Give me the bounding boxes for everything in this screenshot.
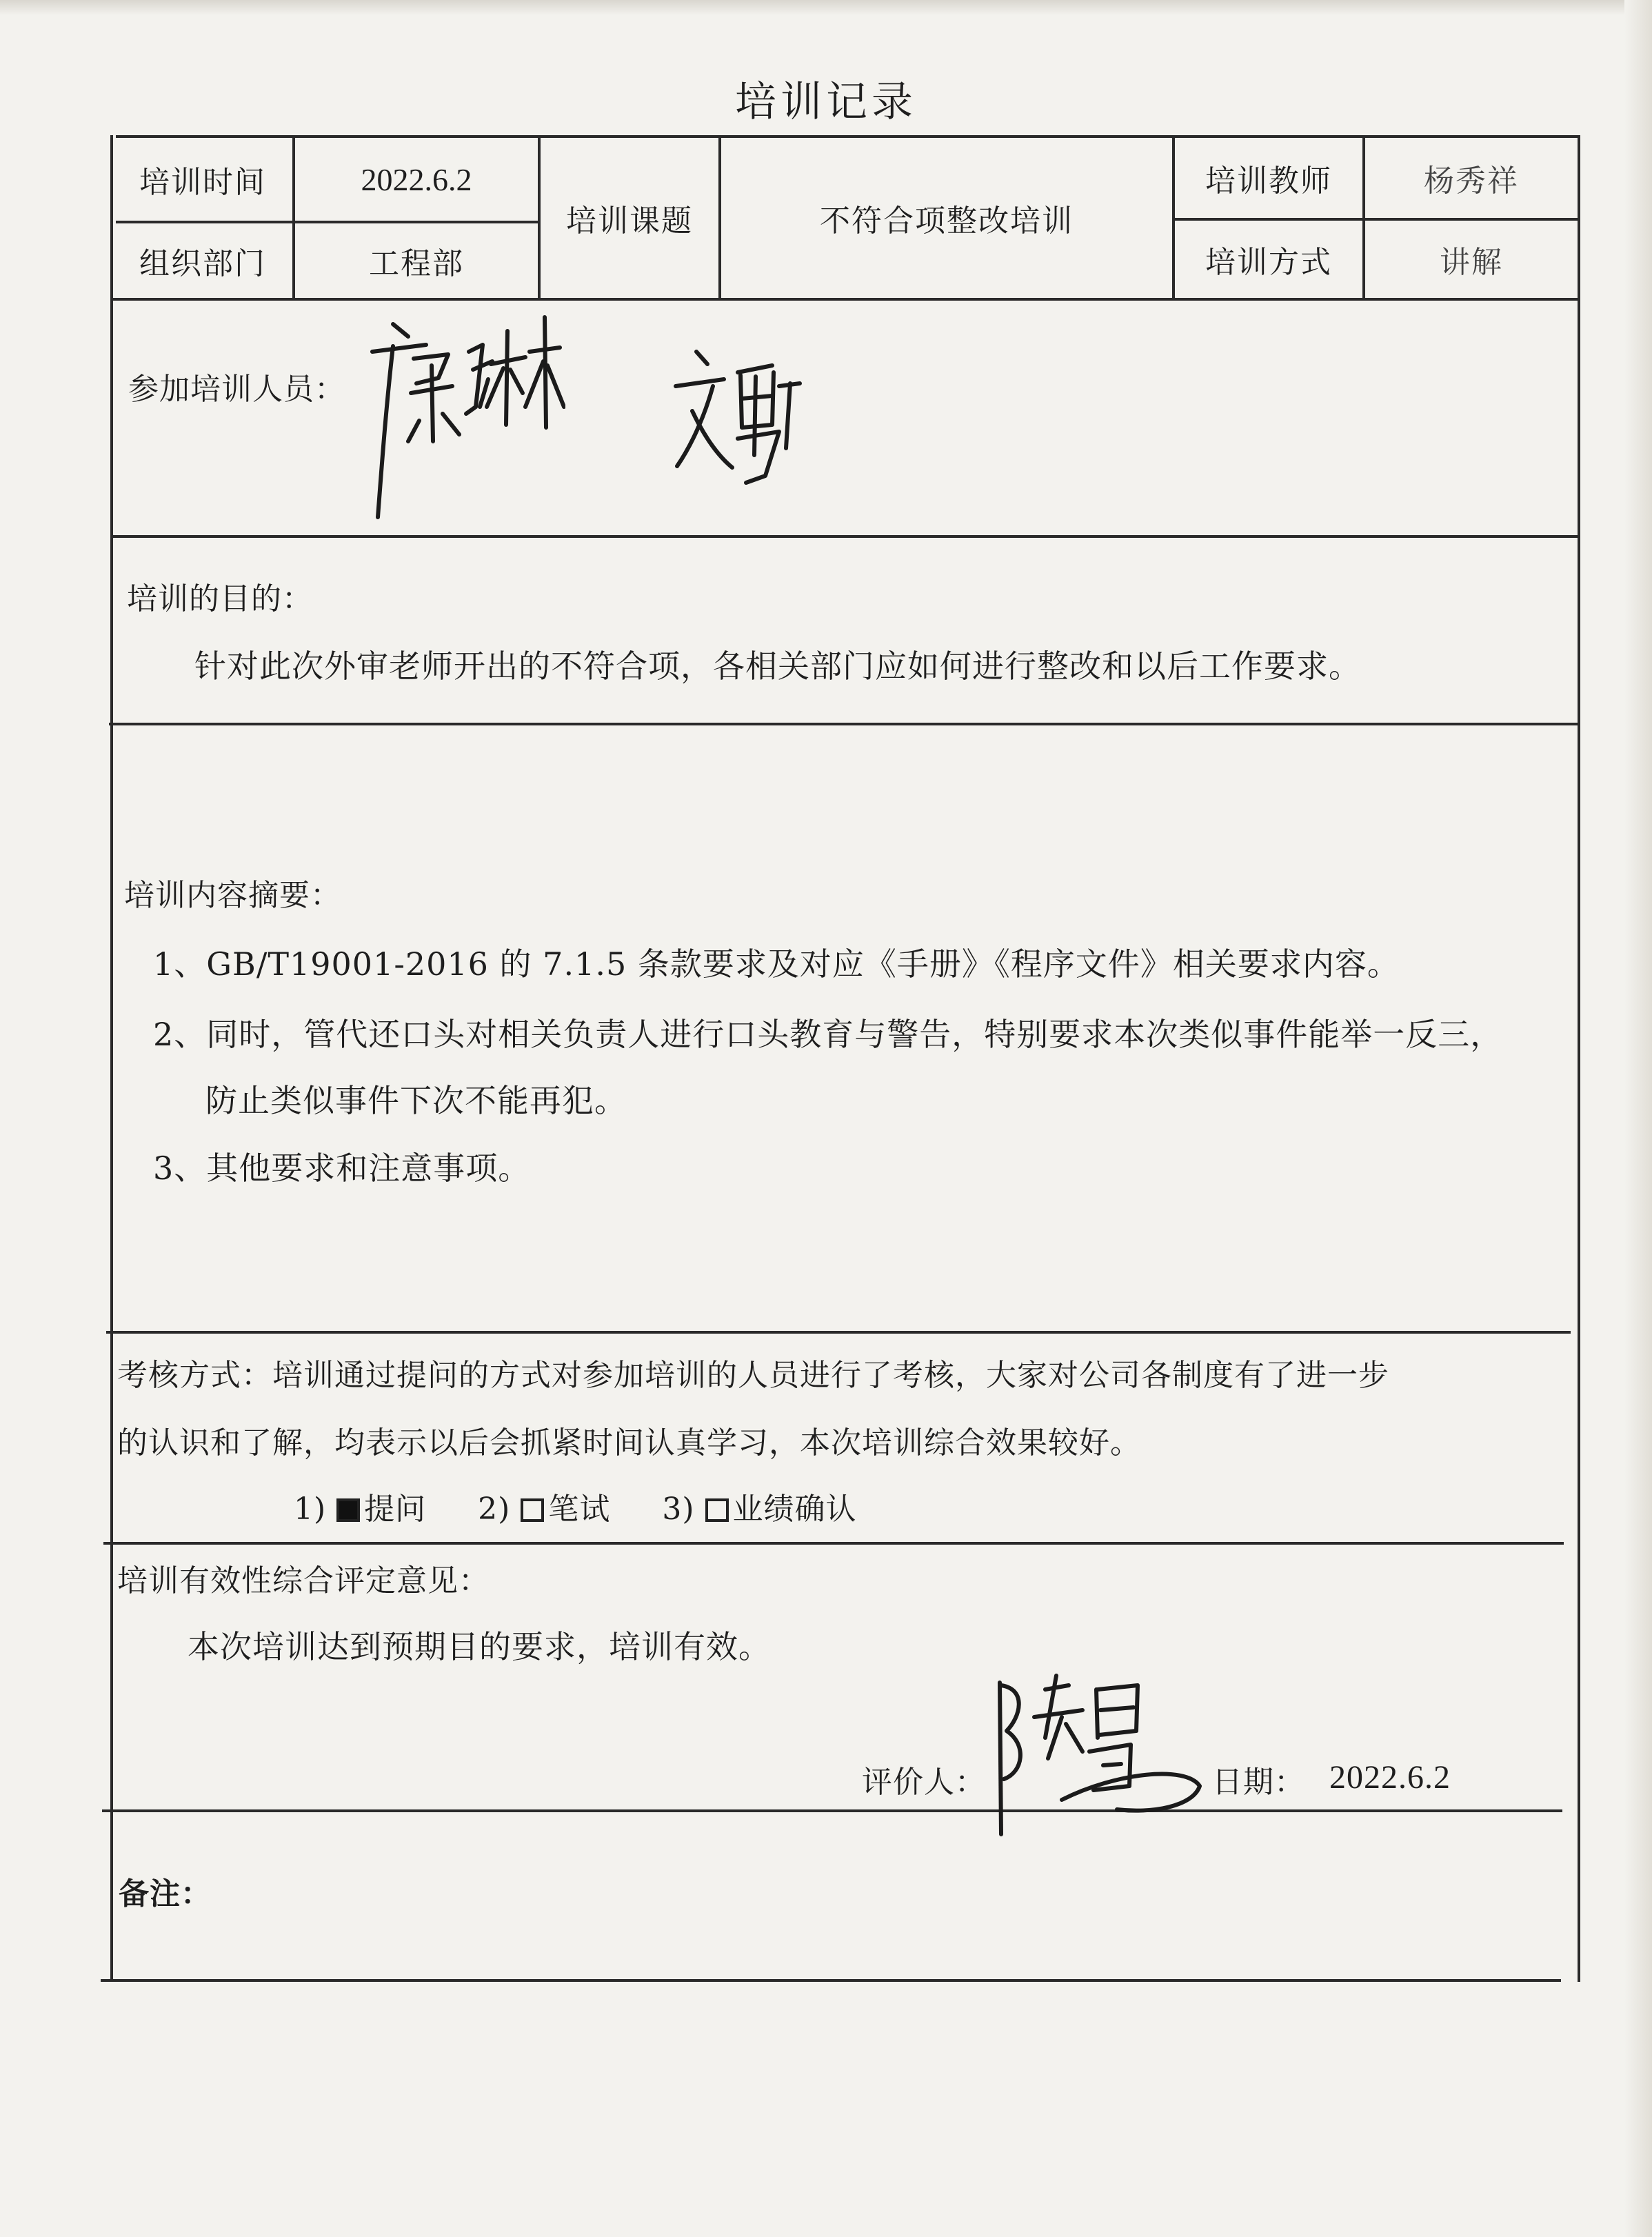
evaluation-date-value: 2022.6.2 [1329,1759,1451,1796]
organizing-dept-value: 工程部 [369,246,464,281]
trainer-label: 培训教师 [1205,163,1332,199]
training-topic-value: 不符合项整改培训 [820,203,1074,239]
rule-participants-bottom [110,535,1579,538]
rule-evaluation-bottom [102,1809,1562,1812]
assessment-line-2: 的认识和了解，均表示以后会抓紧时间认真学习，本次培训综合效果较好。 [117,1425,1141,1461]
purpose-text: 针对此次外审老师开出的不符合项，各相关部门应如何进行整改和以后工作要求。 [194,648,1361,685]
evaluator-label: 评价人： [862,1765,986,1800]
content-item-2-continued: 防止类似事件下次不能再犯。 [205,1082,627,1119]
purpose-label: 培训的目的： [127,581,313,616]
content-summary-label: 培训内容摘要： [124,878,341,913]
training-method-label: 培训方式 [1205,245,1332,280]
checkbox-questioning-checked[interactable] [336,1498,360,1522]
evaluation-text: 本次培训达到预期目的要求，培训有效。 [188,1628,771,1665]
participant-signature-2 [669,345,807,496]
organizing-dept-label: 组织部门 [139,246,266,281]
content-item-1: 1、GB/T19001-2016 的 7.1.5 条款要求及对应《手册》《程序文件》相关要求内容。 [153,945,1400,983]
training-time-label: 培训时间 [139,165,266,200]
participants-label: 参加培训人员： [128,372,345,407]
training-method-value: 讲解 [1440,245,1503,280]
checkbox-written-test[interactable] [521,1498,544,1522]
participant-signature-1 [345,303,565,531]
training-time-value: 2022.6.2 [361,161,472,197]
training-topic-label: 培训课题 [566,203,693,239]
content-item-2: 2、同时，管代还口头对相关负责人进行口头教育与警告，特别要求本次类似事件能举一反三， [153,1016,1503,1053]
rule-left [110,135,113,1982]
assessment-line-1: 考核方式：培训通过提问的方式对参加培训的人员进行了考核，大家对公司各制度有了进一步 [117,1358,1389,1393]
remarks-label: 备注： [119,1876,212,1912]
evaluator-signature [979,1662,1213,1848]
option-written-test[interactable]: 2) 笔试 [478,1492,611,1527]
evaluation-date-label: 日期： [1212,1765,1305,1800]
rule-assessment-bottom [103,1542,1564,1545]
trainer-value: 杨秀祥 [1424,163,1519,199]
evaluation-label: 培训有效性综合评定意见： [117,1563,490,1598]
rule-header-bottom [112,298,1580,301]
rule-content-bottom [106,1331,1571,1334]
assessment-options [294,1484,898,1528]
checkbox-performance-confirmation[interactable] [705,1498,729,1522]
rule-purpose-bottom [109,723,1578,725]
option-performance-confirmation[interactable]: 3) 业绩确认 [662,1492,857,1527]
rule-right [1578,135,1580,1982]
page-title: 培训记录 [735,78,917,126]
rule-bottom [101,1979,1561,1982]
option-questioning[interactable]: 1) 提问 [294,1492,427,1527]
content-item-3: 3、其他要求和注意事项。 [153,1150,531,1187]
